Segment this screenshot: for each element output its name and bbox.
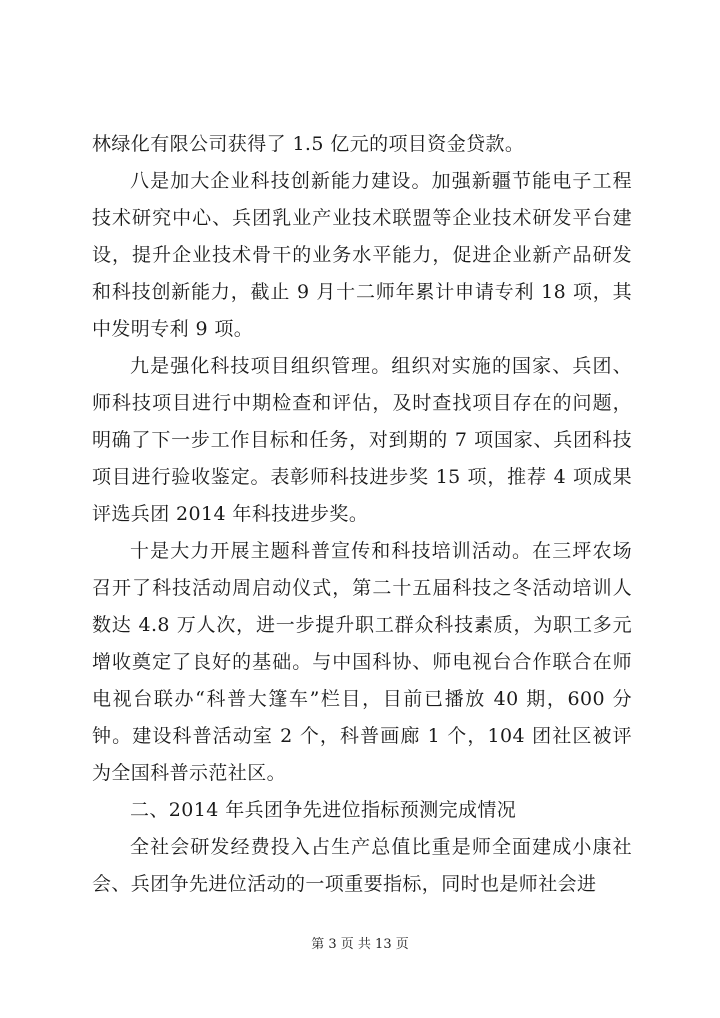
paragraph-continuation: 林绿化有限公司获得了 1.5 亿元的项目资金贷款。 — [92, 133, 525, 155]
paragraph-item-9: 九是强化科技项目组织管理。组织对实施的国家、兵团、师科技项目进行中期检查和评估，及时查找项目存在的问题，明确了下一步工作目标和任务，对到期的 7 项国家、兵团科技项目进行验收鉴定。表彰师科技进步奖 15 项，推荐 4 项成果评选兵团 2014 年科技进步奖。 — [92, 355, 632, 525]
page-number-footer: 第 3 页 共 13 页 — [311, 937, 409, 952]
paragraph-item-8: 八是加大企业科技创新能力建设。加强新疆节能电子工程技术研究中心、兵团乳业产业技术联盟等企业技术研发平台建设，提升企业技术骨干的业务水平能力，促进企业新产品研发和科技创新能力，截止 9 月十二师年累计申请专利 18 项，其中发明专利 9 项。 — [92, 170, 632, 340]
paragraph-section-intro: 全社会研发经费投入占生产总值比重是师全面建成小康社会、兵团争先进位活动的一项重要指标，同时也是师社会进 — [92, 836, 632, 895]
section-heading: 二、2014 年兵团争先进位指标预测完成情况 — [130, 799, 517, 821]
document-body — [92, 126, 632, 903]
paragraph-item-10: 十是大力开展主题科普宣传和科技培训活动。在三坪农场召开了科技活动周启动仪式，第二十五届科技之冬活动培训人数达 4.8 万人次，进一步提升职工群众科技素质，为职工多元增收奠定了良好的基础。与中国科协、师电视台合作联合在师电视台联办“科普大篷车”栏目，目前已播放 40 期，600 分钟。建设科普活动室 2 个，科普画廊 1 个，104 团社区被评为全国科普示范社区。 — [92, 540, 632, 784]
